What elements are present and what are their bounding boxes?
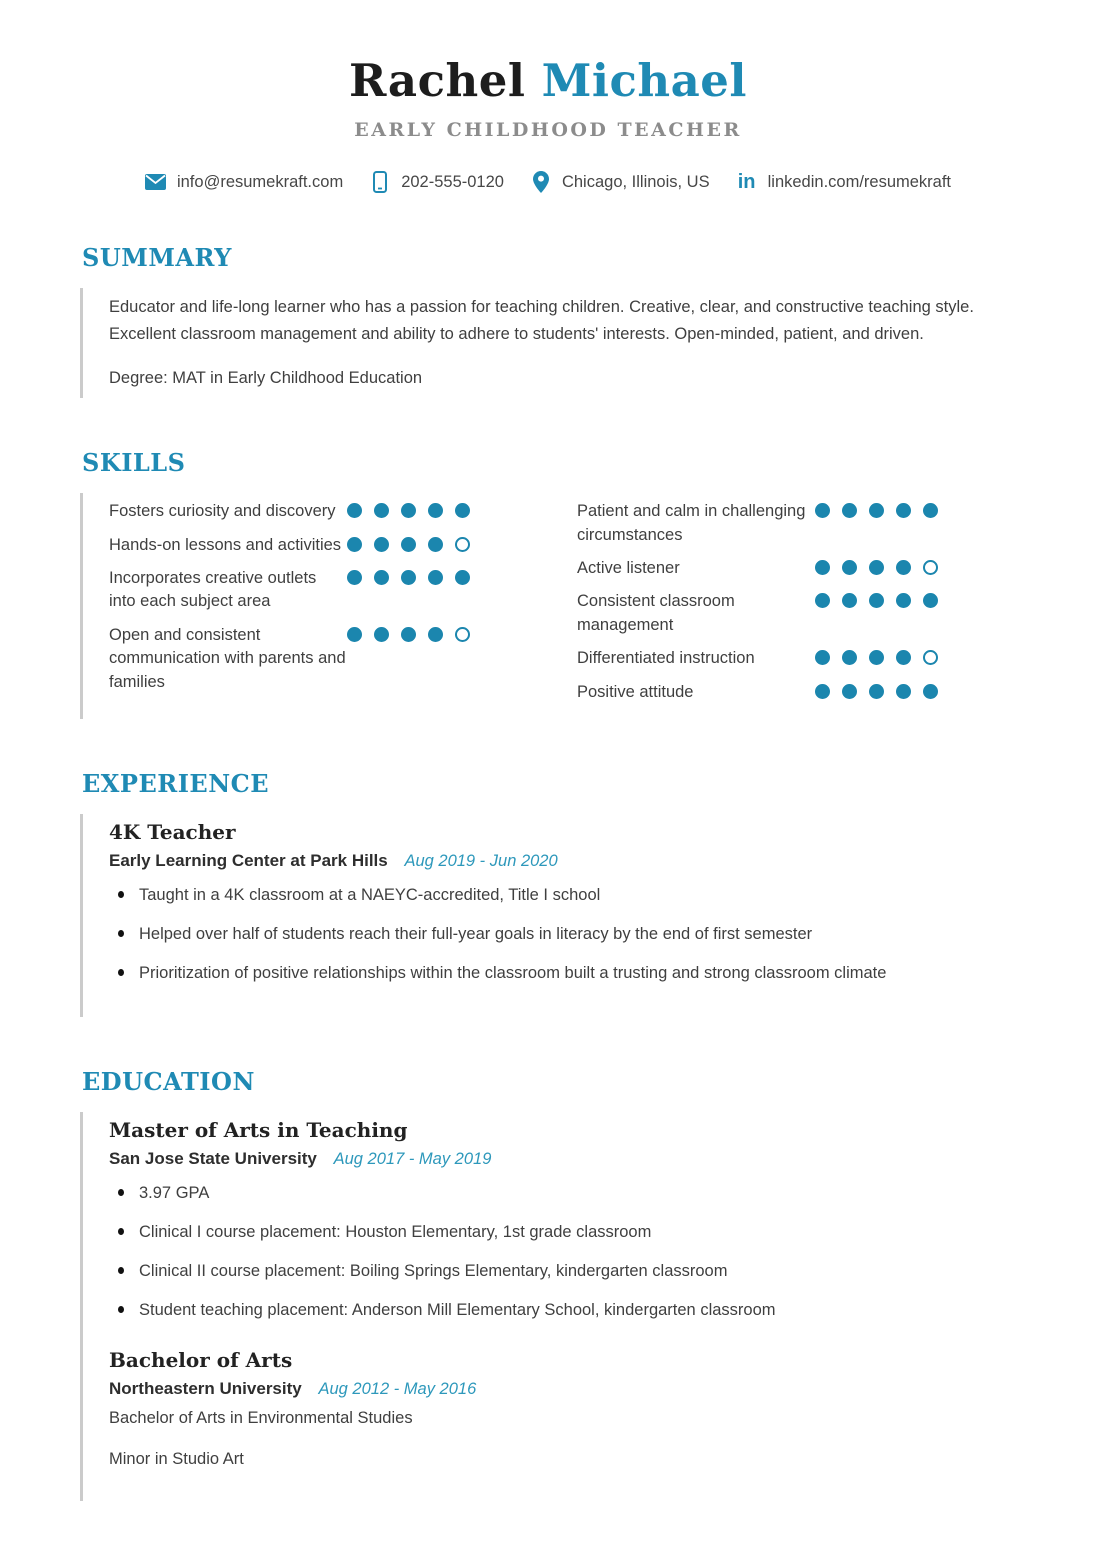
rating-dot-filled bbox=[428, 570, 443, 585]
skill-item bbox=[109, 533, 477, 557]
contact-location bbox=[530, 171, 710, 193]
contact-row bbox=[80, 171, 1016, 193]
rating-dot-filled bbox=[923, 503, 938, 518]
skill-label: Active listener bbox=[577, 559, 680, 577]
education-detail-line: Bachelor of Arts in Environmental Studies bbox=[109, 1409, 413, 1428]
rating-dot-filled bbox=[428, 627, 443, 642]
job-bullet-list bbox=[109, 883, 1016, 985]
skill-label: Patient and calm in challenging circumstances bbox=[577, 502, 806, 544]
rating-dot-filled bbox=[869, 650, 884, 665]
skill-rating-dots bbox=[815, 589, 938, 637]
skill-label: Fosters curiosity and discovery bbox=[109, 502, 336, 521]
contact-phone[interactable] bbox=[369, 171, 504, 193]
education-entry bbox=[109, 1118, 1016, 1322]
rating-dot-filled bbox=[815, 503, 830, 518]
skills-heading: SKILLS bbox=[82, 448, 186, 478]
school-name: San Jose State University bbox=[109, 1149, 317, 1169]
email-text: info@resumekraft.com bbox=[176, 172, 344, 191]
rating-dot-filled bbox=[869, 560, 884, 575]
summary-paragraph: Educator and life-long learner who has a passion for teaching children. Creative, clear, and constructive teaching style. Excellent classroom management and ability to adhere to students' interests. Open-minded, patient, and driven. bbox=[109, 298, 974, 343]
skill-label: Hands-on lessons and activities bbox=[109, 535, 342, 554]
rating-dot-filled bbox=[815, 650, 830, 665]
job-title: EARLY CHILDHOOD TEACHER bbox=[354, 119, 742, 141]
experience-heading: EXPERIENCE bbox=[82, 769, 270, 799]
job-dates: Aug 2019 - Jun 2020 bbox=[404, 852, 558, 871]
rating-dot-filled bbox=[896, 593, 911, 608]
experience-body bbox=[80, 814, 1016, 1017]
skill-item bbox=[577, 499, 945, 547]
education-heading: EDUCATION bbox=[82, 1067, 255, 1097]
skill-label: Incorporates creative outlets into each subject area bbox=[109, 569, 317, 611]
rating-dot-filled bbox=[896, 650, 911, 665]
skill-label: Consistent classroom management bbox=[577, 592, 735, 634]
skill-rating-dots bbox=[815, 646, 938, 670]
rating-dot-empty bbox=[455, 537, 470, 552]
skills-column-right bbox=[577, 499, 945, 713]
education-detail-line: Minor in Studio Art bbox=[109, 1450, 244, 1469]
education-entry bbox=[109, 1348, 1016, 1469]
skill-rating-dots bbox=[347, 533, 470, 557]
rating-dot-filled bbox=[842, 560, 857, 575]
skills-column-left bbox=[109, 499, 477, 713]
rating-dot-filled bbox=[374, 570, 389, 585]
education-bullet: Clinical II course placement: Boiling Springs Elementary, kindergarten classroom bbox=[109, 1259, 1016, 1284]
rating-dot-filled bbox=[401, 570, 416, 585]
section-skills bbox=[80, 448, 1016, 719]
skills-body bbox=[80, 493, 1016, 719]
degree-title: Bachelor of Arts bbox=[109, 1348, 293, 1373]
rating-dot-filled bbox=[401, 627, 416, 642]
skill-rating-dots bbox=[347, 499, 470, 523]
last-name: Michael bbox=[541, 54, 748, 107]
rating-dot-filled bbox=[455, 503, 470, 518]
rating-dot-filled bbox=[923, 593, 938, 608]
rating-dot-filled bbox=[842, 503, 857, 518]
mobile-phone-icon bbox=[369, 171, 391, 193]
skill-item bbox=[577, 589, 945, 637]
rating-dot-filled bbox=[869, 593, 884, 608]
education-dates: Aug 2017 - May 2019 bbox=[333, 1150, 492, 1169]
section-experience bbox=[80, 769, 1016, 1017]
skill-label: Differentiated instruction bbox=[577, 649, 755, 668]
education-body bbox=[80, 1112, 1016, 1501]
section-summary bbox=[80, 243, 1016, 398]
education-dates: Aug 2012 - May 2016 bbox=[318, 1380, 477, 1399]
education-bullet: Clinical I course placement: Houston Elementary, 1st grade classroom bbox=[109, 1220, 1016, 1245]
skill-rating-dots bbox=[815, 556, 938, 580]
skill-rating-dots bbox=[815, 499, 938, 547]
job-bullet: Taught in a 4K classroom at a NAEYC-accredited, Title I school bbox=[109, 883, 1016, 908]
rating-dot-empty bbox=[923, 650, 938, 665]
rating-dot-empty bbox=[923, 560, 938, 575]
phone-text: 202-555-0120 bbox=[401, 172, 504, 191]
linkedin-icon: in bbox=[737, 171, 756, 193]
rating-dot-filled bbox=[347, 537, 362, 552]
rating-dot-filled bbox=[401, 503, 416, 518]
rating-dot-filled bbox=[455, 570, 470, 585]
skill-item bbox=[109, 499, 477, 523]
rating-dot-filled bbox=[374, 503, 389, 518]
job-bullet: Prioritization of positive relationships within the classroom built a trusting and strong classroom climate bbox=[109, 961, 1016, 986]
envelope-icon bbox=[145, 171, 167, 193]
skill-item bbox=[577, 680, 945, 704]
contact-email[interactable] bbox=[145, 171, 343, 193]
rating-dot-filled bbox=[869, 684, 884, 699]
rating-dot-filled bbox=[815, 684, 830, 699]
job-position-title: 4K Teacher bbox=[109, 820, 236, 845]
section-education bbox=[80, 1067, 1016, 1501]
school-line bbox=[109, 1379, 1016, 1399]
rating-dot-filled bbox=[923, 684, 938, 699]
rating-dot-filled bbox=[374, 537, 389, 552]
rating-dot-filled bbox=[842, 593, 857, 608]
rating-dot-filled bbox=[896, 503, 911, 518]
rating-dot-filled bbox=[842, 684, 857, 699]
skill-label: Positive attitude bbox=[577, 682, 694, 701]
linkedin-text: linkedin.com/resumekraft bbox=[767, 172, 952, 191]
skill-rating-dots bbox=[347, 623, 470, 694]
job-bullet: Helped over half of students reach their full-year goals in literacy by the end of first semester bbox=[109, 922, 1016, 947]
skill-rating-dots bbox=[347, 566, 470, 614]
rating-dot-filled bbox=[815, 560, 830, 575]
rating-dot-filled bbox=[842, 650, 857, 665]
rating-dot-filled bbox=[401, 537, 416, 552]
degree-title: Master of Arts in Teaching bbox=[109, 1118, 408, 1143]
first-name: Rachel bbox=[348, 54, 526, 107]
rating-dot-filled bbox=[428, 503, 443, 518]
school-line bbox=[109, 1149, 1016, 1169]
rating-dot-filled bbox=[347, 503, 362, 518]
resume-header bbox=[80, 54, 1016, 193]
company-name: Early Learning Center at Park Hills bbox=[109, 851, 388, 871]
skill-label: Open and consistent communication with parents and families bbox=[109, 625, 346, 691]
rating-dot-filled bbox=[869, 503, 884, 518]
education-bullet-list bbox=[109, 1181, 1016, 1322]
skill-item bbox=[109, 566, 477, 614]
rating-dot-filled bbox=[896, 560, 911, 575]
rating-dot-filled bbox=[896, 684, 911, 699]
rating-dot-filled bbox=[374, 627, 389, 642]
job-company-line bbox=[109, 851, 1016, 871]
skill-item bbox=[577, 646, 945, 670]
skill-item bbox=[109, 623, 477, 694]
rating-dot-filled bbox=[347, 627, 362, 642]
rating-dot-filled bbox=[428, 537, 443, 552]
rating-dot-filled bbox=[347, 570, 362, 585]
school-name: Northeastern University bbox=[109, 1379, 302, 1399]
education-bullet: Student teaching placement: Anderson Mill Elementary School, kindergarten classroom bbox=[109, 1298, 1016, 1323]
summary-body bbox=[80, 288, 1016, 398]
skill-rating-dots bbox=[815, 680, 938, 704]
education-bullet: 3.97 GPA bbox=[109, 1181, 1016, 1206]
map-pin-icon bbox=[530, 171, 552, 193]
location-text: Chicago, Illinois, US bbox=[561, 172, 710, 191]
skill-item bbox=[577, 556, 945, 580]
summary-heading: SUMMARY bbox=[82, 243, 232, 272]
candidate-name bbox=[80, 54, 1016, 107]
contact-linkedin[interactable] bbox=[736, 171, 951, 193]
experience-entry bbox=[109, 820, 1016, 985]
rating-dot-filled bbox=[815, 593, 830, 608]
rating-dot-empty bbox=[455, 627, 470, 642]
summary-degree-line: Degree: MAT in Early Childhood Education bbox=[109, 369, 423, 388]
